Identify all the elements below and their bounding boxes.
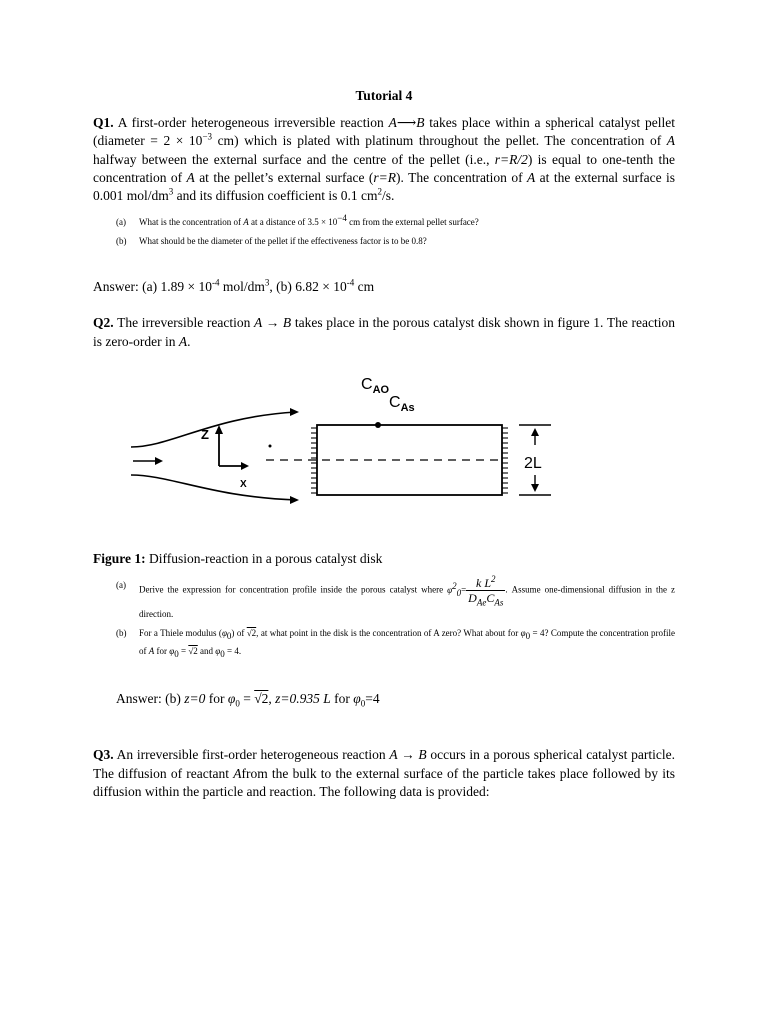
part-text: What is the concentration of (139, 217, 244, 228)
part-text: . Assume one-dimensional diffusion in the z direction. (139, 584, 676, 620)
axis-x-label: X (240, 478, 247, 490)
q3-text: occurs in a porous spherical catalyst particle. The diffusion of reactant (93, 747, 676, 781)
q2-reaction: A → B (254, 315, 292, 331)
q2-parts (93, 576, 675, 660)
q2-part-b (93, 624, 675, 661)
part-text: for (154, 645, 170, 656)
phi-sub: 0 (174, 648, 179, 659)
q2-answer (93, 690, 675, 708)
q3-text: from the bulk to the external surface of the particle takes place followed by its diffusion within the particle and reaction. The following data is provided: (93, 765, 675, 800)
q1-r-half: r=R/2 (494, 151, 528, 167)
answer-text: , (b) 6.82 × 10 (269, 279, 347, 295)
q1-text: ) is equal to one-tenth the concentration of (93, 151, 676, 185)
part-distance: 3.5 × 10 (307, 217, 338, 228)
part-text: = 4? Compute the concentration profile of (139, 627, 676, 656)
part-text: and (197, 645, 216, 656)
part-text: For a Thiele modulus ( (139, 627, 222, 638)
answer-text: =4 (365, 691, 380, 707)
caption-text: Diffusion-reaction in a porous catalyst disk (145, 550, 383, 566)
question-2-label: Q2. (93, 315, 114, 331)
q1-text: takes place within a spherical catalyst pellet (diameter = (93, 115, 675, 149)
thiele-phi: φ20 (447, 580, 462, 598)
sqrt-two: √2 (188, 645, 198, 656)
question-3 (93, 746, 675, 801)
phi-sub: 0 (235, 698, 240, 709)
question-1-label: Q1. (93, 115, 114, 130)
flow-streamline-bottom (131, 475, 296, 500)
q1-r-full: r=R (373, 169, 397, 185)
phi: φ (169, 645, 175, 656)
q2-text: . (187, 333, 191, 349)
phi: φ (227, 691, 236, 707)
part-species: A (148, 645, 155, 656)
axis-z-label: Z (201, 426, 209, 442)
phi: φ (221, 627, 227, 638)
phi: φ (353, 691, 361, 707)
q1-exponent: 2 (377, 186, 382, 197)
q1-text: ). The concentration of (396, 169, 527, 185)
answer-text: cm (354, 279, 375, 295)
question-1 (93, 114, 675, 205)
part-mark: (b) (116, 627, 127, 638)
catalyst-disk-diagram (131, 367, 611, 537)
phi-sub: 0 (360, 698, 366, 709)
part-species: A (243, 217, 249, 228)
part-text: Derive the expression for concentration profile inside the porous catalyst where (139, 584, 448, 595)
part-text: = 4. (224, 645, 242, 656)
label-cao: $C_{AO}$ (361, 375, 390, 396)
part-text: , at what point in the disk is the concentration of A zero? What about for (256, 627, 521, 638)
q1-exponent: 3 (168, 186, 174, 197)
sqrt-two: √2 (254, 691, 269, 707)
q1-species: A (527, 169, 536, 185)
part-text: = (178, 645, 189, 656)
answer-text: Answer: (b) (116, 691, 185, 707)
tutorial-page (93, 88, 675, 801)
question-3-label: Q3. (93, 747, 114, 763)
answer-exp: 3 (264, 277, 270, 288)
phi-sub: 0 (226, 630, 232, 641)
q1-text: and its diffusion coefficient is 0.1 cm (173, 188, 378, 204)
flow-arrow-top (290, 408, 299, 416)
page-title: Tutorial 4 (355, 88, 413, 103)
figure-1-caption (93, 550, 675, 568)
q1-part-a (93, 213, 675, 231)
phi-sub: 0 (525, 630, 531, 641)
part-distance-exp: −4 (337, 213, 347, 224)
q1-text: A first-order heterogeneous irreversible reaction (113, 115, 389, 130)
thickness-label: 2L (524, 454, 542, 472)
answer-text: , (268, 691, 276, 707)
phi: φ (520, 627, 526, 638)
q1-diameter: 2 × 10 (163, 133, 203, 149)
q1-text: at the external surface is 0.001 mol/dm (93, 169, 675, 204)
flow-streamline-top (131, 412, 296, 447)
q1-text: halfway between the external surface and the centre of the pellet (i.e., (93, 151, 495, 167)
answer-text: = (239, 691, 255, 707)
q3-reaction: A → B (389, 747, 427, 763)
equals: = (461, 584, 467, 595)
part-text: ) of (231, 627, 247, 638)
part-text: cm from the external pellet surface? (346, 217, 479, 228)
phi-sub: 0 (220, 648, 225, 659)
q1-species: A (666, 133, 675, 149)
x-axis-arrow (241, 462, 249, 470)
answer-z0: z=0 (184, 691, 206, 707)
part-mark: (a) (116, 580, 126, 591)
answer-text: for (205, 691, 228, 707)
q1-text: cm) which is plated with platinum throughout the pellet. The concentration of (212, 133, 667, 149)
answer-text: Answer: (a) 1.89 × 10 (93, 279, 212, 295)
q2-species: A (178, 333, 188, 349)
flow-arrow-center-head (155, 457, 163, 465)
answer-exp: -4 (346, 277, 355, 288)
figure-1 (93, 367, 675, 542)
sqrt-two: √2 (246, 627, 257, 638)
answer-text: mol/dm (219, 279, 265, 295)
dot-marker (269, 444, 272, 447)
part-text: at a distance of (248, 217, 308, 228)
part-mark: (b) (116, 235, 127, 246)
q1-diameter-exp: −3 (202, 131, 213, 142)
q2-part-a (93, 576, 675, 623)
flow-arrow-bottom (290, 496, 299, 504)
answer-z1: z=0.935 L (275, 691, 331, 707)
q1-answer (93, 278, 675, 296)
surface-point (375, 422, 381, 428)
phi: φ (215, 645, 221, 656)
q3-text: An irreversible first-order heterogeneous reaction (113, 747, 390, 763)
q1-parts (93, 213, 675, 250)
question-2 (93, 314, 675, 351)
q1-part-b (93, 232, 675, 250)
q1-species: A (186, 169, 195, 185)
part-mark: (a) (116, 217, 126, 228)
q1-text: /s. (381, 188, 395, 204)
part-text: What should be the diameter of the pellet if the effectiveness factor is to be 0.8? (139, 235, 427, 246)
label-cas: $C_{As}$ (389, 393, 415, 414)
q3-species: A (233, 765, 242, 781)
q2-text: The irreversible reaction (113, 315, 255, 331)
caption-label: Figure 1: (93, 550, 146, 566)
answer-text: for (330, 691, 354, 707)
answer-exp: -4 (211, 277, 220, 288)
q1-text: at the pellet’s external surface ( (194, 169, 374, 185)
thiele-fraction: $\frac{k L^2}{D_{Ae}C_{As}}$ (468, 574, 504, 608)
q2-text: takes place in the porous catalyst disk shown in figure 1. The reaction is zero-order in (93, 315, 675, 349)
q1-reaction: A⟶B (388, 115, 425, 130)
